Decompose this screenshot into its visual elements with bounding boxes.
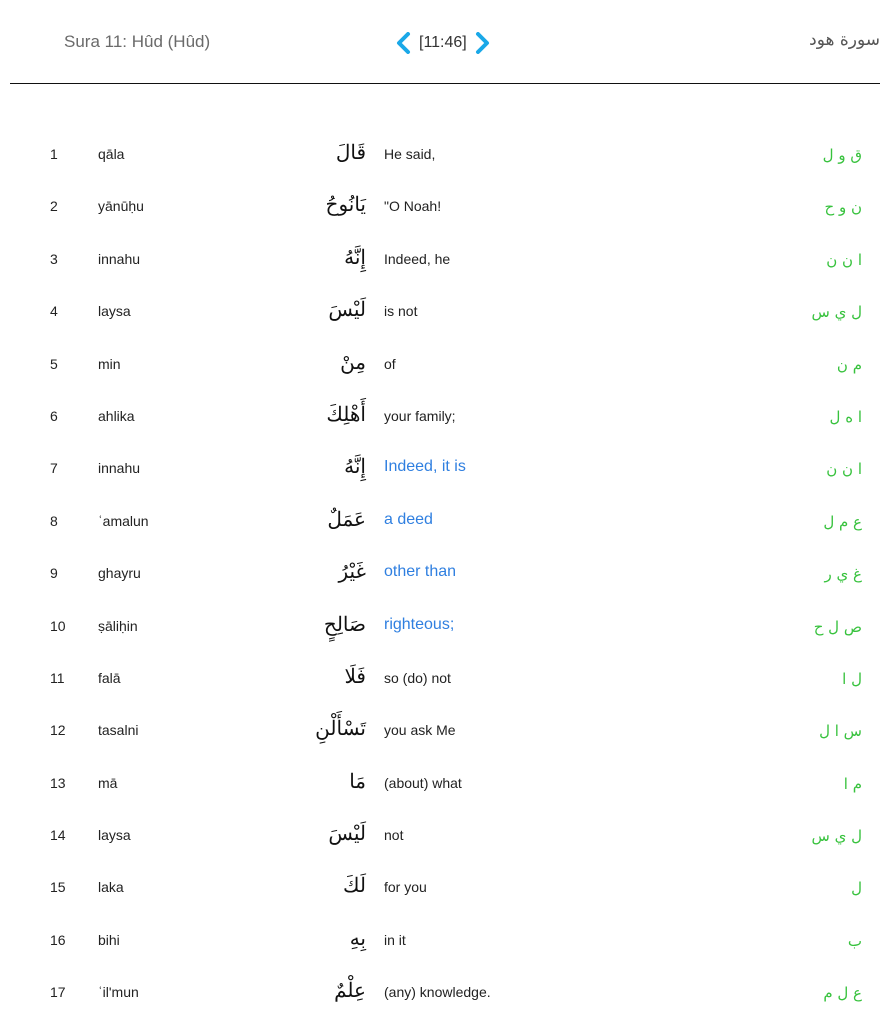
word-transliteration: qāla [98, 146, 125, 162]
word-list [0, 128, 888, 1019]
word-arabic: قَالَ [335, 140, 366, 164]
word-root: ا ه ل [829, 407, 862, 426]
word-number: 15 [50, 879, 66, 896]
word-arabic: تَسْأَلْنِ [315, 716, 366, 741]
word-transliteration: ʿamalun [98, 512, 149, 529]
word-translation: not [384, 827, 404, 844]
word-row[interactable] [0, 390, 888, 442]
word-translation: so (do) not [384, 669, 451, 686]
word-transliteration: innahu [98, 460, 141, 477]
word-row[interactable] [0, 757, 888, 809]
word-translation: Indeed, he [384, 250, 451, 267]
word-row[interactable] [0, 180, 888, 232]
word-root: م ا [843, 774, 862, 793]
word-transliteration: laysa [98, 303, 131, 320]
word-row[interactable] [0, 914, 888, 966]
word-translation: your family; [384, 407, 456, 424]
word-root: ا ن ن [826, 460, 862, 479]
word-arabic: أَهْلِكَ [326, 401, 366, 426]
word-row[interactable] [0, 966, 888, 1018]
word-number: 13 [50, 774, 66, 791]
word-arabic: عَمَلٌ [327, 506, 366, 531]
word-arabic: إِنَّهُ [344, 454, 366, 479]
word-number: 7 [50, 460, 58, 477]
word-number: 12 [50, 722, 66, 739]
word-transliteration: laka [98, 879, 124, 896]
word-transliteration: min [98, 355, 121, 372]
word-transliteration: bihi [98, 931, 120, 948]
word-root: ل ا [842, 669, 862, 688]
word-arabic: صَالِحٍ [323, 611, 366, 636]
header-bar [0, 0, 888, 84]
word-transliteration: falā [98, 669, 121, 686]
word-row[interactable] [0, 861, 888, 913]
word-translation: (about) what [384, 774, 462, 791]
word-root: ب [847, 931, 862, 950]
word-number: 14 [50, 827, 66, 844]
word-row[interactable] [0, 704, 888, 756]
word-root: ل ي س [811, 827, 862, 846]
word-arabic: إِنَّهُ [344, 244, 366, 269]
word-row[interactable] [0, 338, 888, 390]
word-number: 5 [50, 355, 58, 372]
word-translation: of [384, 355, 396, 372]
word-root: ل ي س [811, 303, 862, 322]
word-arabic: لَيْسَ [328, 821, 366, 846]
sura-title: Sura 11: Hûd (Hûd) [64, 32, 211, 51]
word-number: 3 [50, 250, 58, 267]
word-translation: Indeed, it is [384, 458, 466, 476]
word-arabic: لَيْسَ [328, 297, 366, 322]
word-row[interactable] [0, 128, 888, 180]
word-translation: (any) knowledge. [384, 984, 491, 1001]
word-row[interactable] [0, 652, 888, 704]
word-translation: you ask Me [384, 722, 456, 739]
word-number: 10 [50, 617, 66, 634]
word-root: ص ل ح [813, 617, 862, 636]
chevron-right-icon[interactable] [471, 30, 493, 56]
word-transliteration: innahu [98, 250, 141, 267]
word-arabic: بِهِ [349, 925, 366, 950]
word-root: س ا ل [819, 722, 862, 741]
word-transliteration: laysa [98, 827, 131, 844]
word-arabic: يَانُوحُ [325, 192, 366, 217]
word-number: 17 [50, 984, 66, 1001]
word-row[interactable] [0, 233, 888, 285]
verse-navigator [393, 30, 493, 56]
word-arabic: مَا [349, 768, 366, 793]
word-transliteration: tasalni [98, 722, 139, 739]
chevron-left-icon[interactable] [393, 30, 415, 56]
word-arabic: مِنْ [340, 349, 366, 374]
word-row[interactable] [0, 442, 888, 494]
word-arabic: غَيْرُ [338, 559, 366, 584]
word-translation: He said, [384, 146, 436, 162]
word-transliteration: ṣāliḥin [98, 617, 138, 634]
word-row[interactable] [0, 600, 888, 652]
word-arabic: لَكَ [343, 873, 366, 898]
word-root: ع ل م [823, 984, 862, 1003]
word-translation: in it [384, 931, 406, 948]
word-number: 4 [50, 303, 58, 320]
word-transliteration: mā [98, 774, 118, 791]
word-translation: other than [384, 563, 457, 581]
header-divider [10, 83, 880, 84]
word-transliteration: ahlika [98, 407, 135, 424]
word-translation: righteous; [384, 615, 455, 633]
word-root: م ن [836, 355, 862, 374]
word-number: 6 [50, 407, 58, 424]
word-transliteration: yānūḥu [98, 198, 144, 215]
word-number: 8 [50, 512, 58, 529]
word-translation: is not [384, 303, 418, 320]
word-row[interactable] [0, 285, 888, 337]
sura-arabic-title: سورة هود [809, 30, 880, 50]
word-translation: for you [384, 879, 427, 896]
word-arabic: عِلْمٌ [334, 978, 366, 1003]
word-root: ق و ل [822, 146, 862, 164]
word-row[interactable] [0, 809, 888, 861]
word-transliteration: ghayru [98, 565, 141, 582]
word-translation: a deed [384, 510, 433, 528]
word-number: 16 [50, 931, 66, 948]
word-number: 11 [50, 669, 65, 686]
word-row[interactable] [0, 547, 888, 599]
word-number: 2 [50, 198, 58, 215]
word-root: غ ي ر [824, 565, 862, 584]
word-number: 1 [50, 146, 58, 162]
word-arabic: فَلَا [344, 663, 366, 688]
word-transliteration: ʿil'mun [98, 984, 139, 1001]
word-translation: "O Noah! [384, 198, 442, 215]
word-row[interactable] [0, 495, 888, 547]
word-root: ل [851, 879, 862, 898]
word-root: ا ن ن [826, 250, 862, 269]
word-root: ن و ح [824, 198, 862, 217]
word-number: 9 [50, 565, 58, 582]
word-root: ع م ل [823, 512, 862, 531]
verse-reference: [11:46] [419, 34, 467, 51]
